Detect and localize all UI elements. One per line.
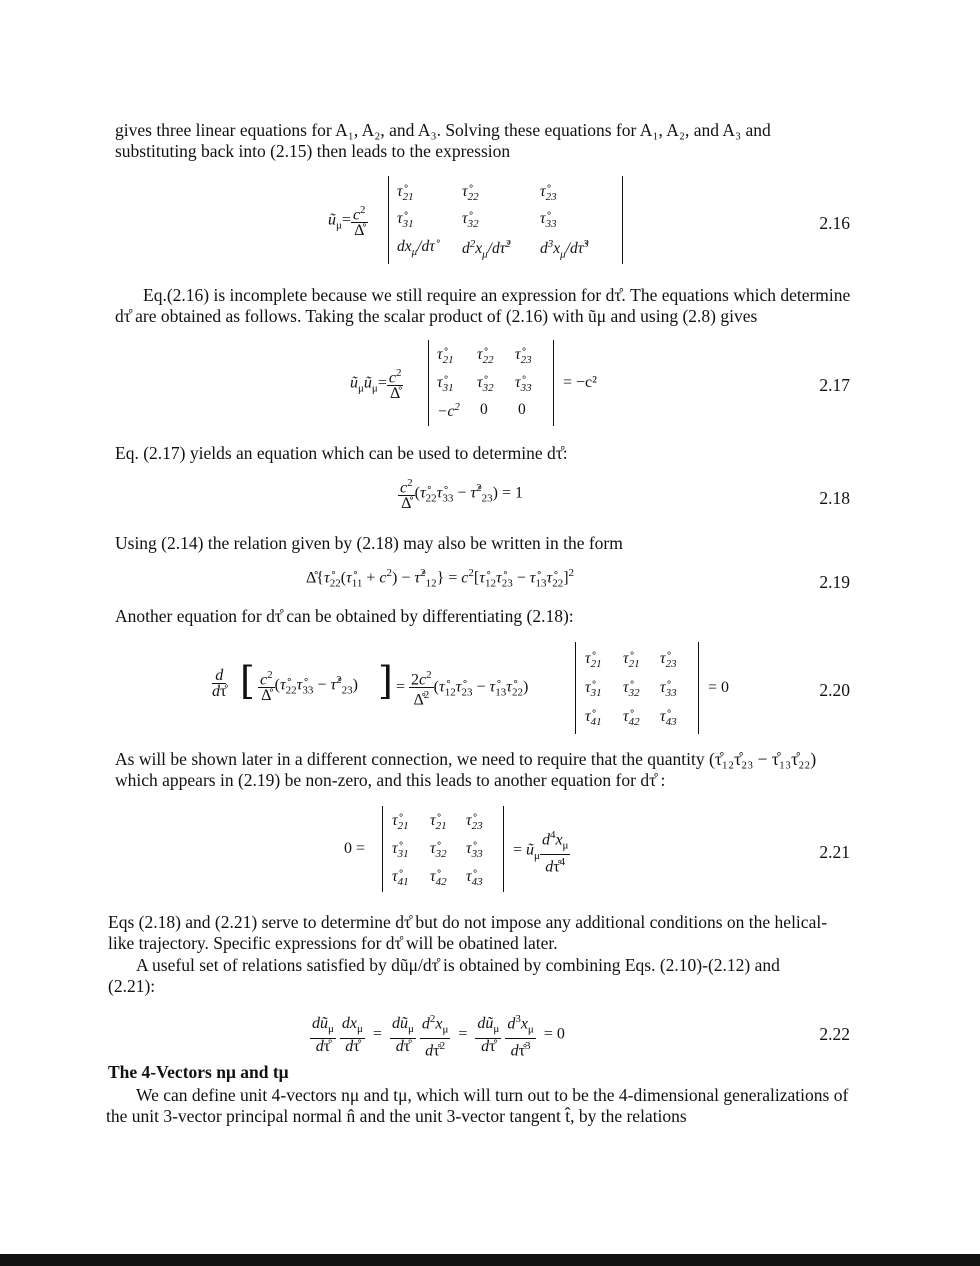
section-heading: The 4-Vectors nμ and tμ: [108, 1062, 289, 1082]
eq220-inner: $\frac{c^2}{\Deltå}$ ($\taů_{22}\taů_{33}$ − τ̊$^2_{23}$): [260, 669, 358, 705]
eq221-rhs: = $ũ_\mu$ $\frac{d^4x_\mu}{d\taů^4}$: [513, 829, 569, 875]
eq220-cell: $\taů_{21}$: [585, 650, 602, 671]
eq220-cell: $\taů_{42}$: [623, 708, 640, 729]
eq221-cell: $\taů_{32}$: [430, 840, 447, 861]
paragraph-4: [115, 533, 835, 554]
eq220-cell: $\taů_{21}$: [623, 650, 640, 671]
eq216-cell: $\taů_{22}$: [462, 183, 479, 204]
eq216-cell: $dx_\mu/d\taů$: [397, 238, 435, 259]
eq220-left-bracket: [: [240, 659, 255, 703]
eq220-cell: $\taů_{33}$: [660, 679, 677, 700]
paragraph-8-text: A useful set of relations satisfied by dũμ/dτ̊ is obtained by combining Eqs. (2.10)-(2.12) and (2.21):: [108, 955, 780, 996]
paragraph-2-text: Eq.(2.16) is incomplete because we still require an expression for dτ̊. The equations which determine dτ̊ are obtained as follows. Taking the scalar product of (2.16) with ũμ and using (2.8) gives: [115, 285, 851, 326]
eq217-cell: 0: [518, 401, 526, 418]
paragraph-6: [115, 749, 855, 791]
eq222-body: $\frac{dũ_\mu}{d\taů}$ $\frac{dx_\mu}{d\taů}$ = $\frac{dũ_\mu}{d\taů}$ $\frac{d^2x_\mu}{d\taů^2}$ = $\frac{dũ_\mu}{d\taů}$ $\frac{d^3x_\mu}{d\taů^3}$ = 0: [312, 1013, 565, 1059]
eq221-cell: $\taů_{21}$: [392, 812, 409, 833]
eq216-number: 2.16: [819, 213, 850, 233]
paragraph-1-text: gives three linear equations for A₁, A₂, and A₃. Solving these equations for A₁, A₂, and A₃ and substituting back into (2.15) then leads to the expression: [115, 120, 771, 161]
eq217-cell: $\taů_{32}$: [477, 374, 494, 395]
eq216-cell: $\taů_{32}$: [462, 210, 479, 231]
eq220-cell: $\taů_{43}$: [660, 708, 677, 729]
eq218-body: $\frac{c^2}{\Deltå}$ ($\taů_{22}\taů_{33}$ − τ̊$^2_{23}$) = 1: [400, 477, 524, 513]
eq220-rhs: = 0: [708, 679, 730, 696]
eq221-cell: $\taů_{43}$: [466, 868, 483, 889]
paragraph-8: [108, 955, 828, 997]
eq216-lhs: $ũ_\mu=$ $\frac{c^2}{\Deltå}$: [328, 204, 366, 240]
eq217-rhs: = −c²: [563, 374, 597, 391]
eq220-mid: = $\frac{2c^2}{\Deltå^2}$ ($\taů_{12}\taů_{23}$ − $\taů_{13}\taů_{22}$): [396, 669, 529, 709]
eq217-cell: $-c^2$: [437, 401, 460, 421]
eq217-number: 2.17: [819, 375, 850, 395]
eq217-cell: $\taů_{31}$: [437, 374, 454, 395]
eq220-number: 2.20: [819, 680, 850, 700]
eq216-cell: $\taů_{23}$: [540, 183, 557, 204]
eq218-number: 2.18: [819, 488, 850, 508]
eq217-lhs: $ũ_\mu ũ_\mu=$ $\frac{c^2}{\Deltå}$: [350, 367, 402, 403]
paragraph-5-text: Another equation for dτ̊ can be obtained by differentiating (2.18):: [115, 606, 574, 626]
paragraph-7-text: Eqs (2.18) and (2.21) serve to determine dτ̊ but do not impose any additional conditions on the helical-like trajectory. Specific expressions for dτ̊ will be obatined later.: [108, 912, 828, 953]
eq217-cell: $\taů_{33}$: [515, 374, 532, 395]
eq221-cell: $\taů_{33}$: [466, 840, 483, 861]
eq220-cell: $\taů_{32}$: [623, 679, 640, 700]
eq221-number: 2.21: [819, 842, 850, 862]
eq220-cell: $\taů_{31}$: [585, 679, 602, 700]
eq217-cell: $\taů_{21}$: [437, 346, 454, 367]
paragraph-3: [115, 443, 835, 464]
eq219-number: 2.19: [819, 572, 850, 592]
paragraph-7: [108, 912, 848, 954]
paragraph-6-text: As will be shown later in a different connection, we need to require that the quantity (τ̊₁₂τ̊₂₃ − τ̊₁₃τ̊₂₂) which appears in (2.19) be non-zero, and this leads to another equation for dτ̊ :: [115, 749, 817, 790]
eq217-cell: $\taů_{23}$: [515, 346, 532, 367]
eq221-cell: $\taů_{23}$: [466, 812, 483, 833]
eq220-lhs: $\frac{d}{d\taů}$: [212, 667, 227, 700]
eq221-lhs: 0 =: [344, 840, 366, 857]
eq220-right-bracket: ]: [378, 659, 393, 703]
eq221-cell: $\taů_{21}$: [430, 812, 447, 833]
paragraph-5: [115, 606, 835, 627]
paragraph-2: [115, 285, 863, 327]
eq219-body: $\Deltå\{\taů_{22}(\taů_{11} + c^2)$ − τ̊$^2_{12}$} = $c^2[\taů_{12}\taů_{23}$ − $\taů_{13}\taů_{22}]^2$: [306, 567, 575, 590]
paragraph-9: [106, 1085, 856, 1127]
eq220-cell: $\taů_{23}$: [660, 650, 677, 671]
eq216-cell: $d^2x_\mu/d\taů^2$: [462, 238, 511, 261]
eq216-cell: $\taů_{33}$: [540, 210, 557, 231]
paragraph-1: [115, 120, 835, 162]
eq216-cell: $\taů_{31}$: [397, 210, 414, 231]
paragraph-9-text: We can define unit 4-vectors nμ and tμ, which will turn out to be the 4-dimensional generalizations of the unit 3-vector principal normal n̂ and the unit 3-vector tangent t̂, by the relations: [106, 1085, 849, 1126]
eq221-cell: $\taů_{42}$: [430, 868, 447, 889]
eq220-cell: $\taů_{41}$: [585, 708, 602, 729]
eq221-cell: $\taů_{41}$: [392, 868, 409, 889]
eq222-number: 2.22: [819, 1024, 850, 1044]
eq221-cell: $\taů_{31}$: [392, 840, 409, 861]
paragraph-4-text: Using (2.14) the relation given by (2.18) may also be written in the form: [115, 533, 623, 553]
eq217-cell: $\taů_{22}$: [477, 346, 494, 367]
eq217-cell: 0: [480, 401, 488, 418]
eq216-cell: $d^3x_\mu/d\taů^3$: [540, 238, 589, 261]
paragraph-3-text: Eq. (2.17) yields an equation which can be used to determine dτ̊:: [115, 443, 568, 463]
eq216-cell: $\taů_{21}$: [397, 183, 414, 204]
scan-bottom-edge: [0, 1254, 980, 1266]
